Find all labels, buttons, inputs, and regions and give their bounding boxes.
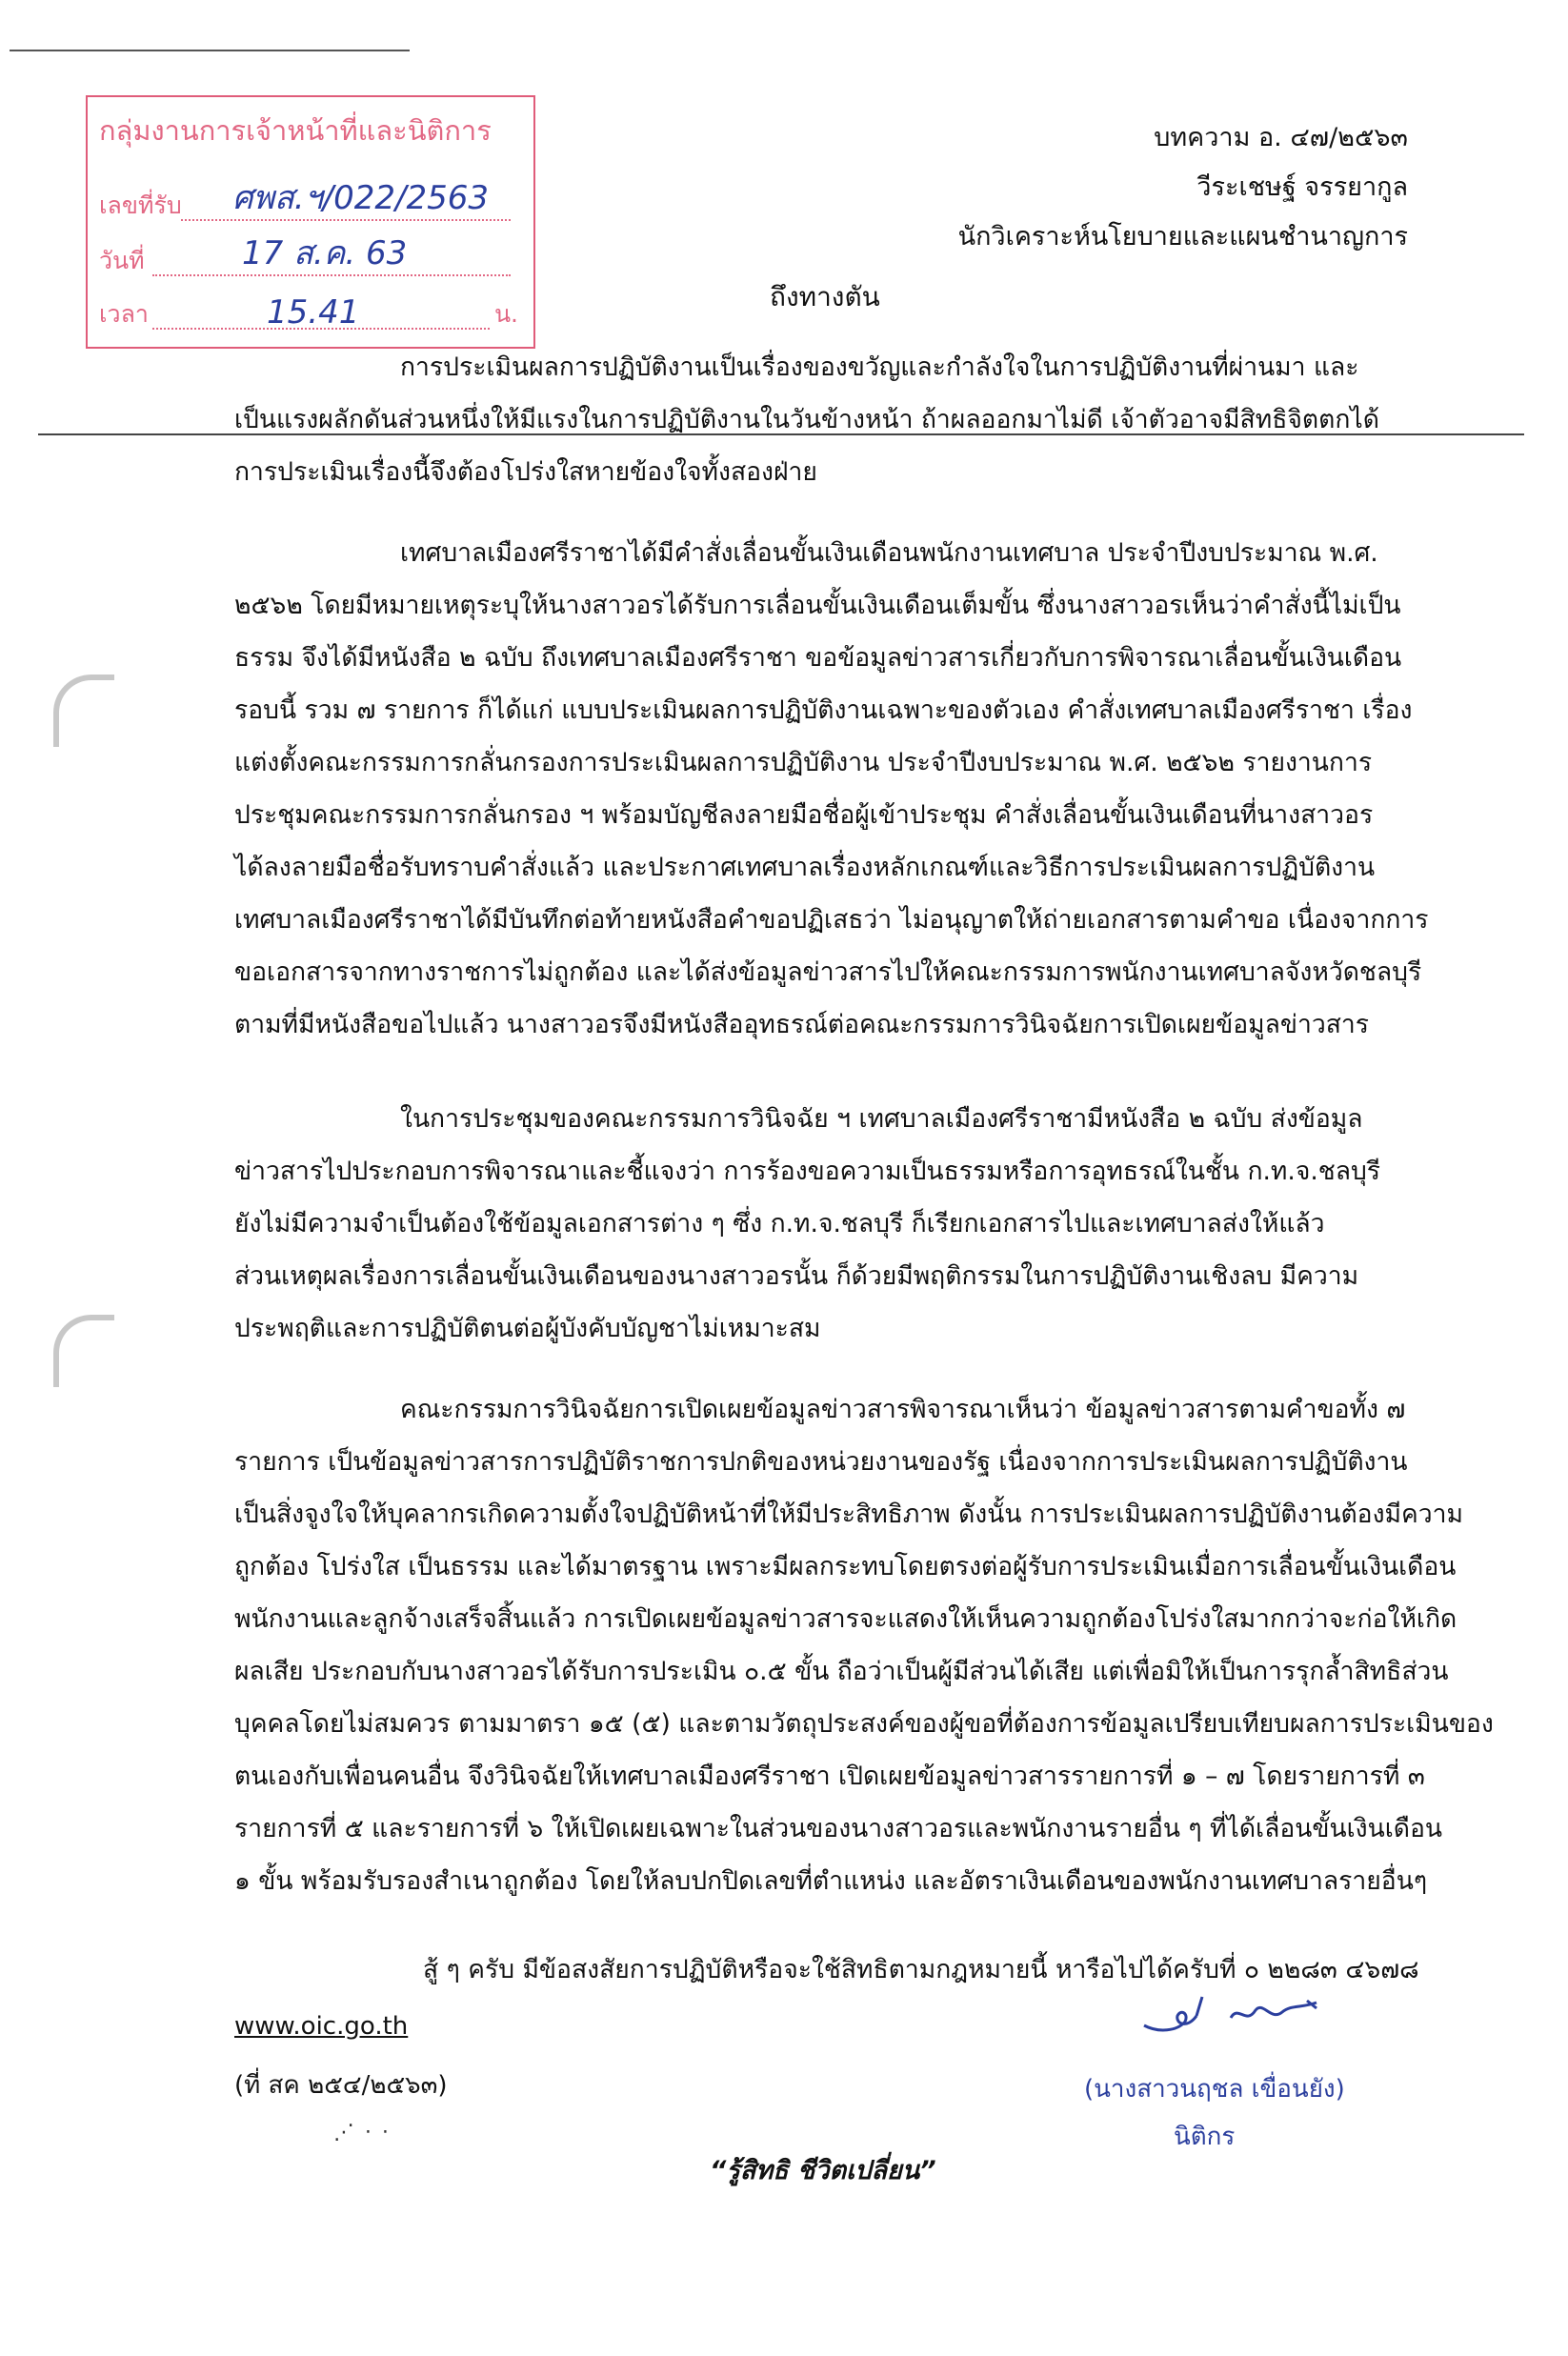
text-line: ธรรม จึงได้มีหนังสือ ๒ ฉบับ ถึงเทศบาลเมืองศรีราชา ขอข้อมูลข่าวสารเกี่ยวกับการพิจารณาเลื่อนขั้นเงินเดือน bbox=[234, 643, 1402, 673]
stamp-receive-row bbox=[99, 179, 518, 225]
paragraph-3 bbox=[234, 1093, 1380, 1355]
signer-name: (นางสาวนฤชล เขื่อนยัง) bbox=[1084, 2075, 1345, 2104]
article-title: ถึงทางตัน bbox=[770, 281, 880, 312]
top-rule bbox=[10, 50, 410, 51]
stamp-date-value: 17 ส.ค. 63 bbox=[242, 234, 408, 272]
text-line: ในการประชุมของคณะกรรมการวินิจฉัย ฯ เทศบาลเมืองศรีราชามีหนังสือ ๒ ฉบับ ส่งข้อมูล bbox=[400, 1104, 1363, 1134]
text-line: ถูกต้อง โปร่งใส เป็นธรรม และได้มาตรฐาน เพราะมีผลกระทบโดยตรงต่อผู้รับการประเมินเมื่อการเลื่อนขั้นเงินเดือน bbox=[234, 1552, 1457, 1581]
paragraph-1 bbox=[234, 341, 1379, 498]
slogan: “รู้สิทธิ ชีวิตเปลี่ยน” bbox=[710, 2156, 936, 2185]
text-line: ขอเอกสารจากทางราชการไม่ถูกต้อง และได้ส่งข้อมูลข่าวสารไปให้คณะกรรมการพนักงานเทศบาลจังหวัดชลบุรี bbox=[234, 957, 1422, 987]
stamp-title: กลุ่มงานการเจ้าหน้าที่และนิติการ bbox=[99, 114, 492, 147]
reference-number: (ที่ สค ๒๕๔/๒๕๖๓) bbox=[234, 2071, 448, 2100]
punch-hole bbox=[53, 675, 114, 747]
stamp-time-row bbox=[99, 293, 518, 333]
stamp-time-suffix: น. bbox=[493, 300, 518, 328]
text-line: ตามที่มีหนังสือขอไปแล้ว นางสาวอรจึงมีหนังสืออุทธรณ์ต่อคณะกรรมการวินิจฉัยการเปิดเผยข้อมูลข่าวสาร bbox=[234, 1010, 1370, 1039]
text-line: ๒๕๖๒ โดยมีหมายเหตุระบุให้นางสาวอรได้รับการเลื่อนขั้นเงินเดือนเต็มขั้น ซึ่งนางสาวอรเห็นว่าคำสั่งนี้ไม่เป็น bbox=[234, 591, 1401, 620]
text-line: ประพฤติและการปฏิบัติตนต่อผู้บังคับบัญชาไม่เหมาะสม bbox=[234, 1314, 821, 1343]
stamp-time-value: 15.41 bbox=[267, 293, 360, 332]
text-line: ข่าวสารไปประกอบการพิจารณาและชี้แจงว่า การร้องขอความเป็นธรรมหรือการอุทธรณ์ในชั้น ก.ท.จ.ชลบุรี bbox=[234, 1157, 1381, 1186]
text-line: เทศบาลเมืองศรีราชาได้มีบันทึกต่อท้ายหนังสือคำขอปฏิเสธว่า ไม่อนุญาตให้ถ่ายเอกสารตามคำขอ เนื่องจากการ bbox=[234, 905, 1429, 935]
text-line: ยังไม่มีความจำเป็นต้องใช้ข้อมูลเอกสารต่าง ๆ ซึ่ง ก.ท.จ.ชลบุรี ก็เรียกเอกสารไปและเทศบาลส่งให้แล้ว bbox=[234, 1209, 1325, 1238]
text-line: ผลเสีย ประกอบกับนางสาวอรได้รับการประเมิน ๐.๕ ขั้น ถือว่าเป็นผู้มีส่วนได้เสีย แต่เพื่อมิให้เป็นการรุกล้ำสิทธิส่วน bbox=[234, 1657, 1449, 1686]
ink-dots: ⋰ ⋅ ⋅ bbox=[333, 2121, 391, 2145]
text-line: การประเมินผลการปฏิบัติงานเป็นเรื่องของขวัญและกำลังใจในการปฏิบัติงานที่ผ่านมา และ bbox=[400, 352, 1359, 382]
receipt-stamp bbox=[86, 95, 535, 349]
article-number: บทความ อ. ๔๗/๒๕๖๓ bbox=[1154, 123, 1408, 152]
text-line: ตนเองกับเพื่อนคนอื่น จึงวินิจฉัยให้เทศบาลเมืองศรีราชา เปิดเผยข้อมูลข่าวสารรายการที่ ๑ – ๗ โดยรายการที่ ๓ bbox=[234, 1762, 1425, 1791]
author-name: วีระเชษฐ์ จรรยากูล bbox=[1196, 172, 1408, 202]
stamp-date-row bbox=[99, 234, 518, 280]
text-line: เป็นแรงผลักดันส่วนหนึ่งให้มีแรงในการปฏิบัติงานในวันข้างหน้า ถ้าผลออกมาไม่ดี เจ้าตัวอาจมีสิทธิจิตตกได้ bbox=[234, 405, 1379, 434]
text-line: รอบนี้ รวม ๗ รายการ ก็ได้แก่ แบบประเมินผลการปฏิบัติงานเฉพาะของตัวเอง คำสั่งเทศบาลเมืองศรีราชา เรื่อง bbox=[234, 695, 1413, 725]
text-line: ๑ ขั้น พร้อมรับรองสำเนาถูกต้อง โดยให้ลบปกปิดเลขที่ตำแหน่ง และอัตราเงินเดือนของพนักงานเทศบาลรายอื่นๆ bbox=[234, 1866, 1428, 1896]
paragraph-4 bbox=[234, 1383, 1494, 1907]
punch-hole bbox=[53, 1315, 114, 1387]
text-line: เทศบาลเมืองศรีราชาได้มีคำสั่งเลื่อนขั้นเงินเดือนพนักงานเทศบาล ประจำปีงบประมาณ พ.ศ. bbox=[400, 538, 1378, 568]
signature-mark bbox=[1139, 1987, 1320, 2044]
text-line: รายการที่ ๕ และรายการที่ ๖ ให้เปิดเผยเฉพาะในส่วนของนางสาวอรและพนักงานรายอื่น ๆ ที่ได้เลื่อนขั้นเงินเดือน bbox=[234, 1814, 1443, 1843]
text-line: ประชุมคณะกรรมการกลั่นกรอง ฯ พร้อมบัญชีลงลายมือชื่อผู้เข้าประชุม คำสั่งเลื่อนขั้นเงินเดือนที่นางสาวอร bbox=[234, 800, 1374, 830]
website-link[interactable]: www.oic.go.th bbox=[234, 2012, 409, 2041]
contact-line: สู้ ๆ ครับ มีข้อสงสัยการปฏิบัติหรือจะใช้สิทธิตามกฎหมายนี้ หารือไปได้ครับที่ ๐ ๒๒๘๓ ๔๖๗๘ bbox=[423, 1955, 1419, 1984]
text-line: เป็นสิ่งจูงใจให้บุคลากรเกิดความตั้งใจปฏิบัติหน้าที่ให้มีประสิทธิภาพ ดังนั้น การประเมินผลการปฏิบัติงานต้องมีความ bbox=[234, 1500, 1463, 1529]
stamp-date-label: วันที่ bbox=[99, 247, 145, 274]
text-line: ส่วนเหตุผลเรื่องการเลื่อนขั้นเงินเดือนของนางสาวอรนั้น ก็ด้วยมีพฤติกรรมในการปฏิบัติงานเชิงลบ มีความ bbox=[234, 1261, 1359, 1291]
text-line: พนักงานและลูกจ้างเสร็จสิ้นแล้ว การเปิดเผยข้อมูลข่าวสารจะแสดงให้เห็นความถูกต้องโปร่งใสมากกว่าจะก่อให้เกิด bbox=[234, 1604, 1457, 1634]
author-position: นักวิเคราะห์นโยบายและแผนชำนาญการ bbox=[957, 222, 1408, 252]
paragraph-2 bbox=[234, 527, 1429, 1051]
stamp-receive-value: ศพส.ฯ/022/2563 bbox=[232, 179, 489, 217]
text-line: บุคคลโดยไม่สมควร ตามมาตรา ๑๕ (๕) และตามวัตถุประสงค์ของผู้ขอที่ต้องการข้อมูลเปรียบเทียบผลการประเมินของ bbox=[234, 1709, 1494, 1739]
signer-title: นิติกร bbox=[1174, 2123, 1236, 2151]
text-line: ได้ลงลายมือชื่อรับทราบคำสั่งแล้ว และประกาศเทศบาลเรื่องหลักเกณฑ์และวิธีการประเมินผลการปฏิบัติงาน bbox=[234, 853, 1376, 882]
stamp-time-label: เวลา bbox=[99, 300, 149, 328]
text-line: คณะกรรมการวินิจฉัยการเปิดเผยข้อมูลข่าวสารพิจารณาเห็นว่า ข้อมูลข่าวสารตามคำขอทั้ง ๗ bbox=[400, 1395, 1406, 1424]
text-line: แต่งตั้งคณะกรรมการกลั่นกรองการประเมินผลการปฏิบัติงาน ประจำปีงบประมาณ พ.ศ. ๒๕๖๒ รายงานการ bbox=[234, 748, 1373, 777]
text-line: รายการ เป็นข้อมูลข่าวสารการปฏิบัติราชการปกติของหน่วยงานของรัฐ เนื่องจากการประเมินผลการปฏิบัติงาน bbox=[234, 1447, 1408, 1477]
stamp-receive-label: เลขที่รับ bbox=[99, 191, 182, 219]
text-line: การประเมินเรื่องนี้จึงต้องโปร่งใสหายข้องใจทั้งสองฝ่าย bbox=[234, 457, 817, 487]
